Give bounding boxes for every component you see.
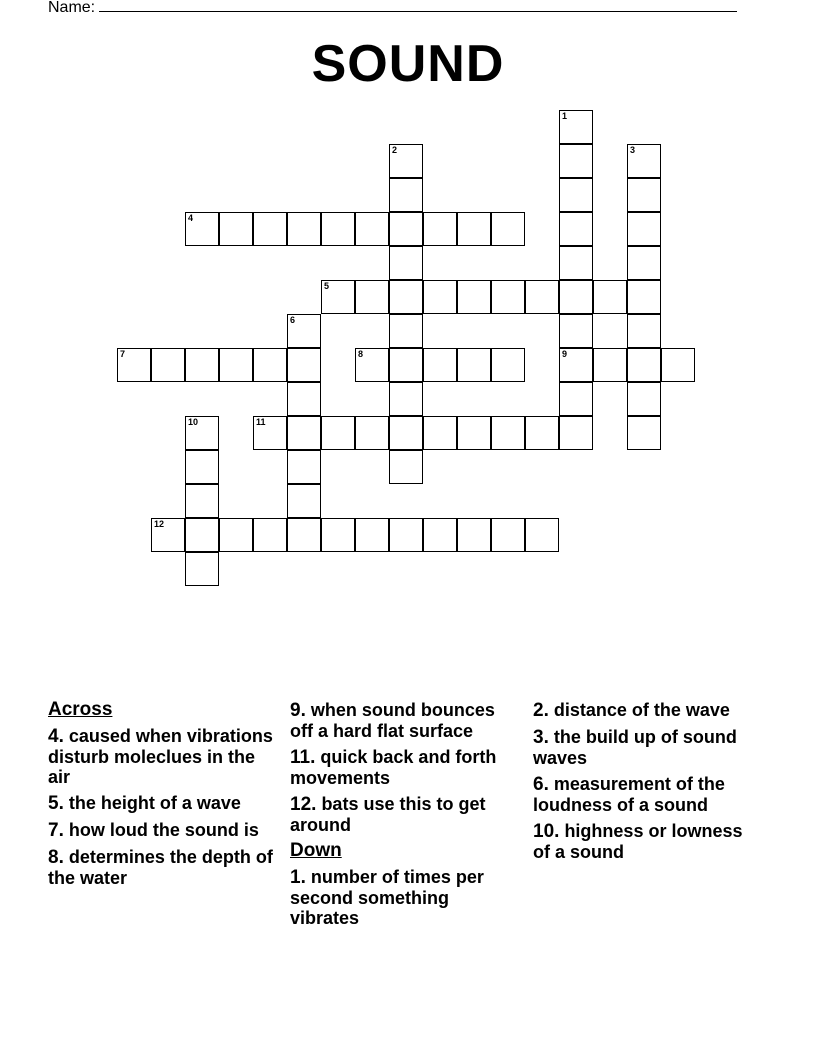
grid-cell[interactable]	[559, 110, 593, 144]
grid-cell[interactable]	[559, 382, 593, 416]
grid-cell[interactable]	[423, 416, 457, 450]
clue-down-10: 10. highness or lowness of a sound	[533, 821, 743, 862]
grid-cell[interactable]	[627, 280, 661, 314]
grid-cell[interactable]	[389, 382, 423, 416]
grid-cell[interactable]	[593, 348, 627, 382]
clue-number: 1	[562, 111, 568, 121]
clue-number: 12	[154, 519, 165, 529]
grid-cell[interactable]	[185, 484, 219, 518]
grid-cell[interactable]	[185, 212, 219, 246]
grid-cell[interactable]	[389, 280, 423, 314]
grid-cell[interactable]	[185, 552, 219, 586]
grid-cell[interactable]	[525, 518, 559, 552]
clues-column-1	[48, 700, 278, 894]
clue-number: 8	[358, 349, 364, 359]
grid-cell[interactable]	[185, 348, 219, 382]
grid-cell[interactable]	[321, 212, 355, 246]
grid-cell[interactable]	[525, 416, 559, 450]
grid-cell[interactable]	[389, 178, 423, 212]
clue-across-12: 12. bats use this to get around	[290, 794, 486, 835]
grid-cell[interactable]	[151, 518, 185, 552]
grid-cell[interactable]	[559, 178, 593, 212]
clue-down-6: 6. measurement of the loudness of a sound	[533, 774, 725, 815]
grid-cell[interactable]	[389, 518, 423, 552]
grid-cell[interactable]	[627, 212, 661, 246]
grid-cell[interactable]	[253, 416, 287, 450]
grid-cell[interactable]	[627, 382, 661, 416]
grid-cell[interactable]	[423, 212, 457, 246]
clue-down-1: 1. number of times per second something vibrates	[290, 867, 484, 928]
clues-column-3	[533, 700, 763, 868]
grid-cell[interactable]	[491, 212, 525, 246]
grid-cell[interactable]	[287, 314, 321, 348]
clue-across-8: 8. determines the depth of the water	[48, 847, 273, 888]
grid-cell[interactable]	[559, 212, 593, 246]
grid-cell[interactable]	[287, 212, 321, 246]
grid-cell[interactable]	[321, 518, 355, 552]
grid-cell[interactable]	[287, 450, 321, 484]
clue-across-4: 4. caused when vibrations disturb moleclues in the air	[48, 726, 273, 787]
grid-cell[interactable]	[355, 416, 389, 450]
grid-cell[interactable]	[185, 518, 219, 552]
clue-number: 10	[188, 417, 199, 427]
grid-cell[interactable]	[559, 314, 593, 348]
grid-cell[interactable]	[457, 280, 491, 314]
grid-cell[interactable]	[219, 518, 253, 552]
grid-cell[interactable]	[117, 348, 151, 382]
grid-cell[interactable]	[287, 518, 321, 552]
grid-cell[interactable]	[219, 212, 253, 246]
grid-cell[interactable]	[491, 416, 525, 450]
clue-across-9: 9. when sound bounces off a hard flat surface	[290, 700, 495, 741]
grid-cell[interactable]	[661, 348, 695, 382]
clue-number: 9	[562, 349, 568, 359]
grid-cell[interactable]	[457, 416, 491, 450]
grid-cell[interactable]	[627, 416, 661, 450]
grid-cell[interactable]	[287, 484, 321, 518]
grid-cell[interactable]	[457, 518, 491, 552]
grid-cell[interactable]	[389, 450, 423, 484]
grid-cell[interactable]	[491, 518, 525, 552]
clue-number: 7	[120, 349, 126, 359]
grid-cell[interactable]	[627, 314, 661, 348]
clue-across-5: 5. the height of a wave	[48, 793, 241, 814]
grid-cell[interactable]	[151, 348, 185, 382]
clue-number: 6	[290, 315, 296, 325]
grid-cell[interactable]	[219, 348, 253, 382]
clue-down-3: 3. the build up of sound waves	[533, 727, 737, 768]
grid-cell[interactable]	[627, 178, 661, 212]
grid-cell[interactable]	[389, 144, 423, 178]
grid-cell[interactable]	[491, 280, 525, 314]
grid-cell[interactable]	[321, 280, 355, 314]
clue-across-11: 11. quick back and forth movements	[290, 747, 497, 788]
clue-number: 11	[256, 417, 266, 427]
clue-across-7: 7. how loud the sound is	[48, 820, 259, 841]
grid-cell[interactable]	[185, 416, 219, 450]
name-label: Name:	[48, 0, 96, 16]
clues-column-2	[290, 700, 520, 934]
grid-cell[interactable]	[559, 348, 593, 382]
clue-down-2: 2. distance of the wave	[533, 700, 730, 721]
grid-cell[interactable]	[321, 416, 355, 450]
grid-cell[interactable]	[525, 280, 559, 314]
grid-cell[interactable]	[627, 144, 661, 178]
grid-cell[interactable]	[185, 450, 219, 484]
grid-cell[interactable]	[559, 144, 593, 178]
grid-cell[interactable]	[627, 348, 661, 382]
grid-cell[interactable]	[457, 348, 491, 382]
grid-cell[interactable]	[355, 348, 389, 382]
grid-cell[interactable]	[423, 348, 457, 382]
grid-cell[interactable]	[389, 314, 423, 348]
grid-cell[interactable]	[559, 416, 593, 450]
grid-cell[interactable]	[423, 518, 457, 552]
grid-cell[interactable]	[457, 212, 491, 246]
grid-cell[interactable]	[287, 348, 321, 382]
grid-cell[interactable]	[355, 212, 389, 246]
grid-cell[interactable]	[559, 246, 593, 280]
grid-cell[interactable]	[423, 280, 457, 314]
grid-cell[interactable]	[287, 382, 321, 416]
grid-cell[interactable]	[389, 246, 423, 280]
grid-cell[interactable]	[355, 280, 389, 314]
grid-cell[interactable]	[355, 518, 389, 552]
grid-cell[interactable]	[627, 246, 661, 280]
grid-cell[interactable]	[389, 416, 423, 450]
grid-cell[interactable]	[389, 348, 423, 382]
down-heading: Down	[290, 840, 342, 861]
grid-cell[interactable]	[559, 280, 593, 314]
grid-cell[interactable]	[253, 348, 287, 382]
clue-number: 4	[188, 213, 194, 223]
across-heading: Across	[48, 699, 113, 720]
page-title: SOUND	[311, 35, 505, 93]
grid-cell[interactable]	[593, 280, 627, 314]
grid-cell[interactable]	[253, 518, 287, 552]
grid-cell[interactable]	[253, 212, 287, 246]
clue-number: 2	[392, 145, 398, 155]
grid-cell[interactable]	[287, 416, 321, 450]
clue-number: 3	[630, 145, 636, 155]
clue-number: 5	[324, 281, 330, 291]
grid-cell[interactable]	[491, 348, 525, 382]
grid-cell[interactable]	[389, 212, 423, 246]
